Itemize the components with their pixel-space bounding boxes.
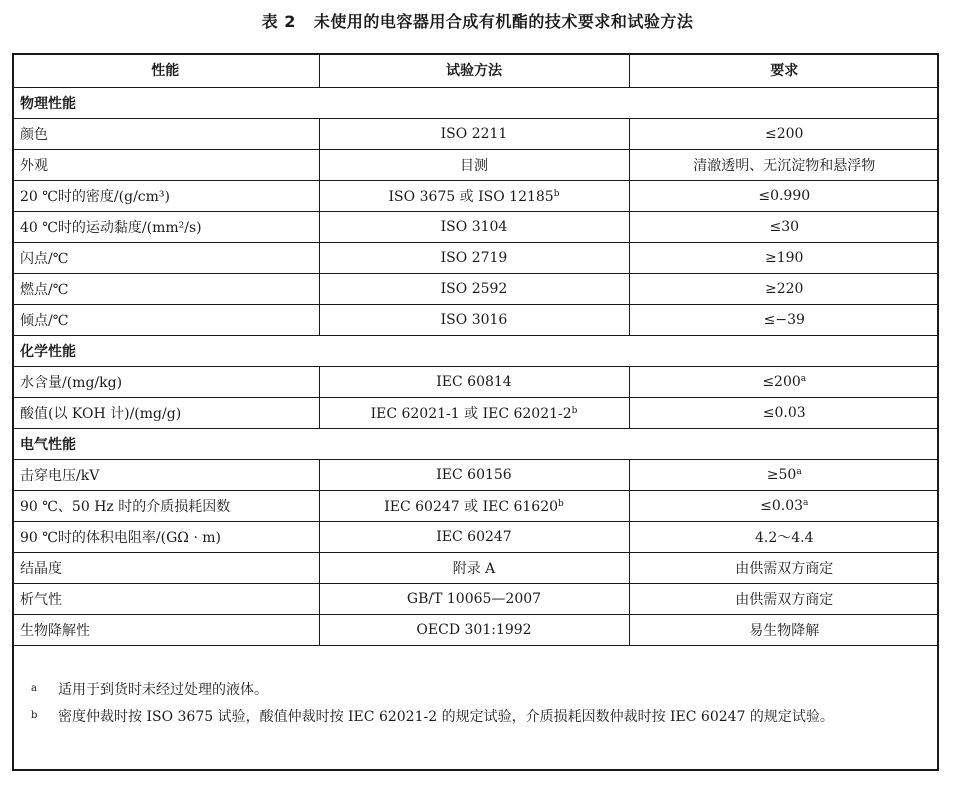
- method-cell: IEC 60814: [319, 366, 629, 397]
- method-cell: ISO 2592: [319, 273, 629, 304]
- group-label: 化学性能: [12, 335, 939, 366]
- header-row: [12, 53, 939, 87]
- spec-table: [12, 53, 939, 646]
- footnote-mark: b: [31, 710, 38, 721]
- table-row: [12, 118, 939, 149]
- property-cell: 90 ℃、50 Hz 时的介质损耗因数: [12, 490, 319, 521]
- method-cell: [319, 397, 629, 428]
- method-cell: IEC 60156: [319, 459, 629, 490]
- requirement-cell: ≤−39: [629, 304, 939, 335]
- property-cell: 90 ℃时的体积电阻率/(GΩ · m): [12, 521, 319, 552]
- requirement-cell: ≤30: [629, 211, 939, 242]
- requirement-cell: ≥220: [629, 273, 939, 304]
- property-cell: 20 ℃时的密度/(g/cm³): [12, 180, 319, 211]
- table-number: 表 2: [261, 12, 296, 31]
- requirement-cell: 清澈透明、无沉淀物和悬浮物: [629, 149, 939, 180]
- property-cell: 水含量/(mg/kg): [12, 366, 319, 397]
- table-row: [12, 304, 939, 335]
- requirement-text: ≥50: [766, 466, 797, 483]
- method-cell: 目测: [319, 149, 629, 180]
- table-row: [12, 583, 939, 614]
- requirement-cell: ≤0.990: [629, 180, 939, 211]
- table-row: [12, 273, 939, 304]
- requirement-cell: 4.2～4.4: [629, 521, 939, 552]
- footnote-ref: a: [803, 497, 809, 508]
- method-cell: OECD 301:1992: [319, 614, 629, 645]
- property-cell: 闪点/℃: [12, 242, 319, 273]
- property-cell: 酸值(以 KOH 计)/(mg/g): [12, 397, 319, 428]
- footnotes: [24, 677, 929, 731]
- requirement-cell: [629, 366, 939, 397]
- method-cell: 附录 A: [319, 552, 629, 583]
- table-title-text: 未使用的电容器用合成有机酯的技术要求和试验方法: [313, 12, 694, 31]
- requirement-cell: ≤0.03: [629, 397, 939, 428]
- property-cell: 倾点/℃: [12, 304, 319, 335]
- method-cell: ISO 3016: [319, 304, 629, 335]
- footnote-ref: b: [558, 498, 564, 509]
- property-cell: 击穿电压/kV: [12, 459, 319, 490]
- footnote-mark: a: [31, 683, 37, 694]
- table-row: [12, 149, 939, 180]
- requirement-cell: [629, 459, 939, 490]
- method-text: IEC 62021-1 或 IEC 62021-2: [370, 405, 572, 422]
- method-text: IEC 60247 或 IEC 61620: [384, 498, 559, 515]
- property-cell: 外观: [12, 149, 319, 180]
- header-requirement: 要求: [629, 53, 939, 87]
- requirement-cell: 易生物降解: [629, 614, 939, 645]
- header-property: 性能: [12, 53, 319, 87]
- group-row-electrical: [12, 428, 939, 459]
- footnote-a: [0, 677, 929, 704]
- table-row: [12, 614, 939, 645]
- table-row: [12, 459, 939, 490]
- method-cell: GB/T 10065—2007: [319, 583, 629, 614]
- requirement-cell: 由供需双方商定: [629, 552, 939, 583]
- footnote-ref: a: [796, 466, 802, 477]
- table-row: [12, 490, 939, 521]
- group-label: 物理性能: [12, 87, 939, 118]
- property-cell: 析气性: [12, 583, 319, 614]
- requirement-cell: ≥190: [629, 242, 939, 273]
- method-cell: [319, 490, 629, 521]
- footnote-ref: b: [571, 405, 578, 416]
- group-label: 电气性能: [12, 428, 939, 459]
- method-cell: ISO 2719: [319, 242, 629, 273]
- property-cell: 结晶度: [12, 552, 319, 583]
- method-cell: [319, 180, 629, 211]
- footnote-text: 密度仲裁时按 ISO 3675 试验，酸值仲裁时按 IEC 62021-2 的规定试验，介质损耗因数仲裁时按 IEC 60247 的规定试验。: [58, 709, 834, 725]
- footnote-ref: b: [553, 188, 560, 199]
- table-row: [12, 552, 939, 583]
- requirement-cell: 由供需双方商定: [629, 583, 939, 614]
- footnote-ref: a: [800, 373, 807, 384]
- requirement-text: ≤200: [762, 373, 801, 390]
- method-text: ISO 3675 或 ISO 12185: [388, 188, 554, 205]
- table-row: [12, 180, 939, 211]
- method-cell: IEC 60247: [319, 521, 629, 552]
- table-row: [12, 366, 939, 397]
- footnote-text: 适用于到货时未经过处理的液体。: [58, 682, 268, 698]
- header-test-method: 试验方法: [319, 53, 629, 87]
- property-cell: 生物降解性: [12, 614, 319, 645]
- table-title: [0, 9, 955, 32]
- table-row: [12, 211, 939, 242]
- property-cell: 燃点/℃: [12, 273, 319, 304]
- requirement-text: ≤0.03: [760, 497, 804, 514]
- table-row: [12, 242, 939, 273]
- footnote-b: [0, 704, 929, 731]
- requirement-cell: [629, 490, 939, 521]
- group-row-physical: [12, 87, 939, 118]
- group-row-chemical: [12, 335, 939, 366]
- table-row: [12, 521, 939, 552]
- table-row: [12, 397, 939, 428]
- property-cell: 40 ℃时的运动黏度/(mm²/s): [12, 211, 319, 242]
- property-cell: 颜色: [12, 118, 319, 149]
- method-cell: ISO 3104: [319, 211, 629, 242]
- method-cell: ISO 2211: [319, 118, 629, 149]
- requirement-cell: ≤200: [629, 118, 939, 149]
